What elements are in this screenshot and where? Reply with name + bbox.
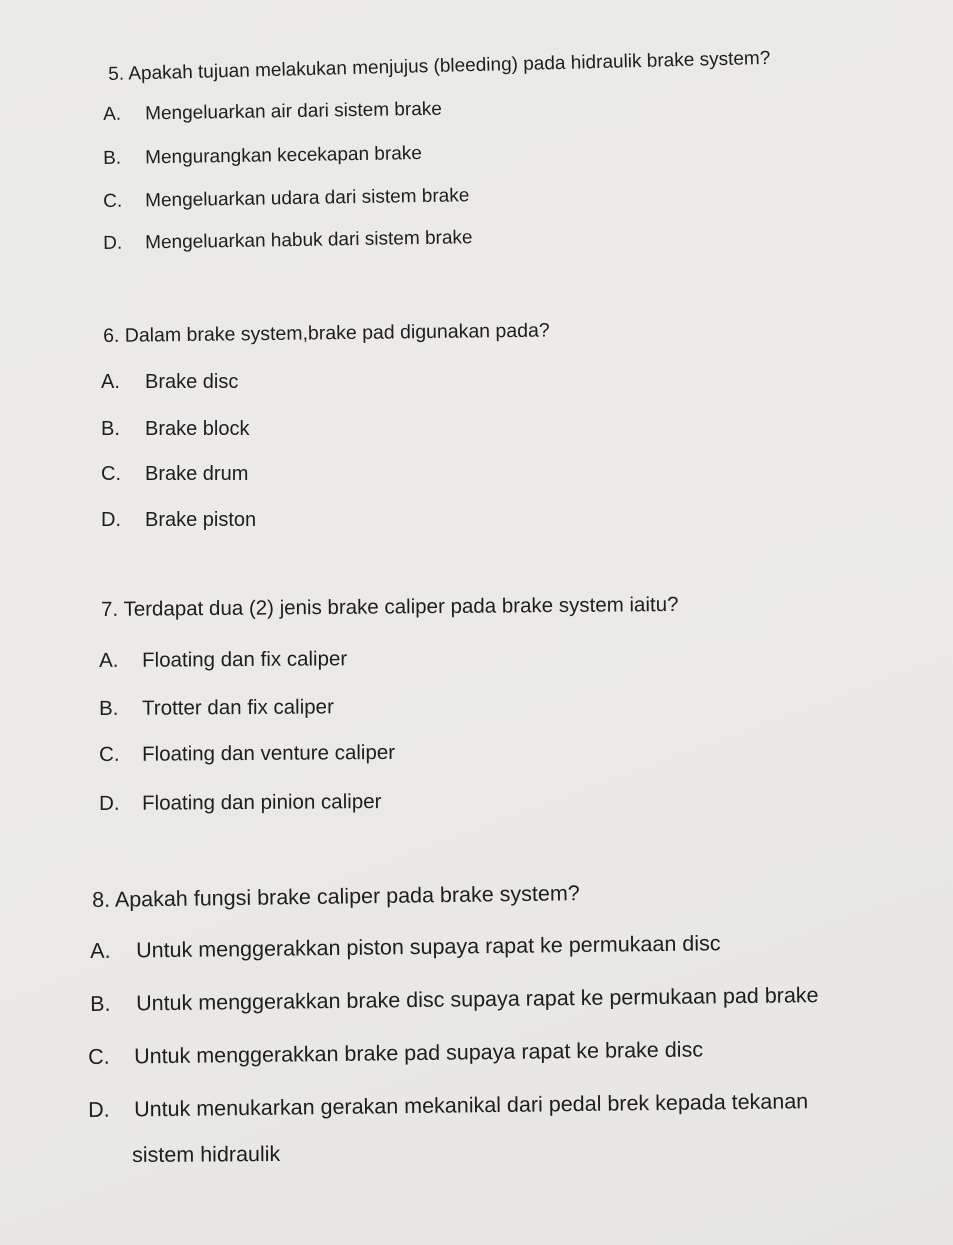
- question-text: 5. Apakah tujuan melakukan menjujus (bleeding) pada hidraulik brake system?: [108, 47, 771, 85]
- option-letter: B.: [103, 147, 122, 169]
- option-letter: D.: [99, 791, 120, 815]
- option-d[interactable]: [88, 1089, 808, 1123]
- option-text: Floating dan fix caliper: [141, 647, 348, 672]
- option-c[interactable]: [101, 463, 248, 486]
- option-text: Brake drum: [145, 463, 249, 485]
- option-text: Mengeluarkan udara dari sistem brake: [144, 185, 470, 212]
- option-text: Mengeluarkan air dari sistem brake: [144, 98, 443, 125]
- option-letter: A.: [101, 371, 120, 393]
- option-a[interactable]: [99, 647, 347, 673]
- option-letter: C.: [101, 463, 121, 485]
- option-letter: C.: [88, 1044, 110, 1069]
- option-text: Brake block: [145, 418, 250, 440]
- option-b[interactable]: [101, 418, 250, 441]
- option-text: Floating dan venture caliper: [141, 740, 396, 766]
- option-letter: B.: [101, 418, 120, 440]
- option-letter: C.: [103, 190, 123, 212]
- option-text: Trotter dan fix caliper: [141, 695, 334, 720]
- option-letter: D.: [101, 509, 121, 531]
- option-text: Mengurangkan kecekapan brake: [144, 142, 423, 169]
- option-letter: A.: [103, 103, 122, 125]
- option-letter: B.: [99, 696, 119, 720]
- option-text: Floating dan pinion caliper: [141, 790, 382, 815]
- option-d-continuation: sistem hidraulik: [132, 1141, 281, 1167]
- option-c[interactable]: [88, 1037, 703, 1070]
- option-text: Brake disc: [145, 371, 239, 393]
- option-a[interactable]: [90, 931, 721, 964]
- question-text: 7. Terdapat dua (2) jenis brake caliper pada brake system iaitu?: [101, 592, 679, 621]
- option-text: Untuk menukarkan gerakan mekanikal dari pedal brek kepada tekanan: [133, 1089, 809, 1122]
- option-text: Mengeluarkan habuk dari sistem brake: [144, 227, 473, 254]
- option-c[interactable]: [99, 741, 395, 767]
- option-letter: D.: [88, 1097, 110, 1122]
- option-b[interactable]: [103, 143, 422, 170]
- option-b[interactable]: [90, 983, 819, 1017]
- option-letter: D.: [103, 232, 123, 254]
- option-text: Untuk menggerakkan brake pad supaya rapat ke brake disc: [133, 1037, 704, 1069]
- option-a[interactable]: [101, 371, 238, 394]
- option-a[interactable]: [103, 99, 442, 126]
- option-d[interactable]: [101, 509, 256, 532]
- option-letter: C.: [99, 742, 120, 766]
- option-b[interactable]: [99, 695, 334, 721]
- option-letter: A.: [99, 648, 119, 672]
- option-d[interactable]: [103, 227, 473, 255]
- option-d[interactable]: [99, 790, 381, 816]
- option-text: Untuk menggerakkan piston supaya rapat ke permukaan disc: [135, 931, 721, 963]
- question-text: 8. Apakah fungsi brake caliper pada brake system?: [92, 881, 580, 912]
- option-letter: B.: [90, 991, 111, 1016]
- option-c[interactable]: [103, 185, 470, 213]
- option-text: Brake piston: [145, 509, 257, 531]
- question-text: 6. Dalam brake system,brake pad digunakan pada?: [103, 319, 550, 347]
- option-text: Untuk menggerakkan brake disc supaya rapat ke permukaan pad brake: [135, 983, 819, 1016]
- option-letter: A.: [90, 938, 111, 963]
